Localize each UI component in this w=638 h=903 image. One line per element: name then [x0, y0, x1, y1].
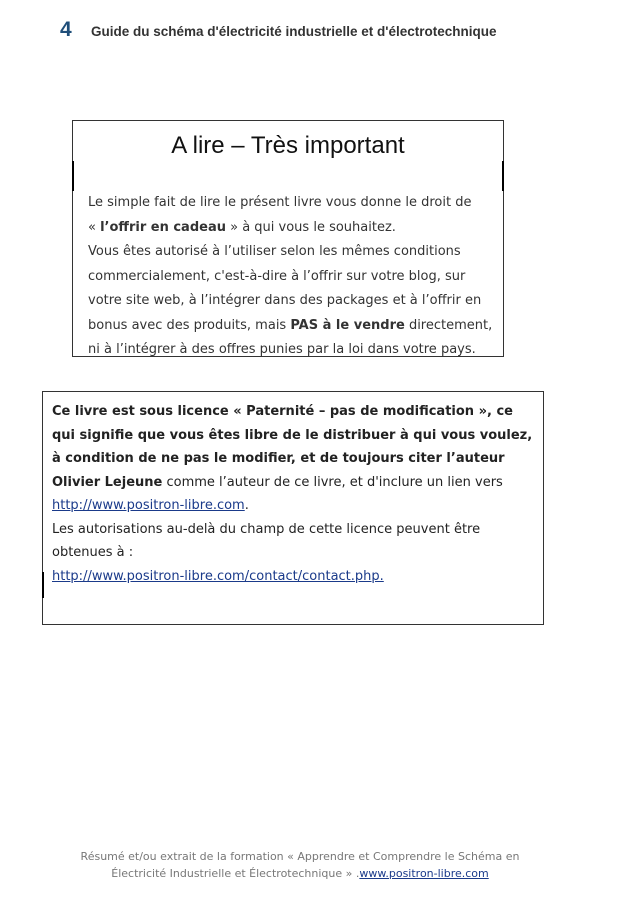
footer-link[interactable]: www.positron-libre.com — [359, 867, 489, 880]
license-paragraph-2: Les autorisations au-delà du champ de cette licence peuvent être obtenues à : — [52, 521, 481, 560]
notice-p2-pre: « — [88, 219, 101, 235]
box-edge-mark — [501, 161, 504, 191]
contact-link[interactable]: http://www.positron-libre.com/contact/contact.php. — [52, 568, 384, 584]
page-number: 4 — [60, 18, 72, 41]
footer-line-1: Résumé et/ou extrait de la formation « Apprendre et Comprendre le Schéma en — [80, 850, 520, 863]
box-edge-mark — [42, 572, 45, 598]
notice-title: A lire – Très important — [171, 132, 405, 159]
footer-line-2-text: Électricité Industrielle et Électrotechnique » . — [111, 867, 360, 880]
page-footer — [40, 848, 560, 882]
page-header — [60, 18, 620, 44]
license-box — [42, 391, 544, 625]
important-notice-box — [72, 120, 504, 357]
notice-p2-post: » à qui vous le souhaitez. — [225, 219, 396, 235]
license-statement: Ce livre est sous licence « Paternité – pas de modification », ce qui signifie que vous êtes libre de le distribuer à qui vous voulez, à condition de ne pas le modifier, et de toujours citer l’auteur — [52, 404, 533, 466]
gift-emphasis: l’offrir en cadeau — [100, 219, 226, 235]
link-suffix: . — [244, 498, 249, 513]
license-paragraph-1 — [52, 400, 540, 518]
license-paragraph-3 — [52, 565, 540, 589]
notice-p3-pre: Vous êtes autorisé à l’utiliser selon les mêmes conditions commercialement, c'est-à-dire à l’offrir sur votre blog, sur votre site web, à l’intégrer dans des packages et à l’offrir en bonus avec des produits, mais — [88, 244, 482, 333]
no-sale-emphasis: PAS à le vendre — [290, 317, 405, 333]
notice-paragraph-1: Le simple fait de lire le présent livre vous donne le droit de — [88, 195, 472, 210]
notice-p3-post: directement, ni à l’intégrer à des offres punies par la loi dans votre pays. — [88, 317, 493, 357]
license-body — [52, 400, 540, 588]
notice-body — [88, 191, 498, 363]
box-edge-mark — [72, 161, 75, 191]
license-after-author: comme l’auteur de ce livre, et d'inclure un lien vers — [162, 474, 503, 490]
footer-line-2 — [40, 865, 560, 882]
notice-paragraph-3 — [88, 240, 498, 363]
notice-paragraph-2 — [88, 216, 498, 241]
header-title: Guide du schéma d'électricité industrielle et d'électrotechnique — [91, 24, 497, 39]
author-name: Olivier Lejeune — [52, 474, 163, 490]
positron-link[interactable]: http://www.positron-libre.com — [52, 498, 245, 513]
